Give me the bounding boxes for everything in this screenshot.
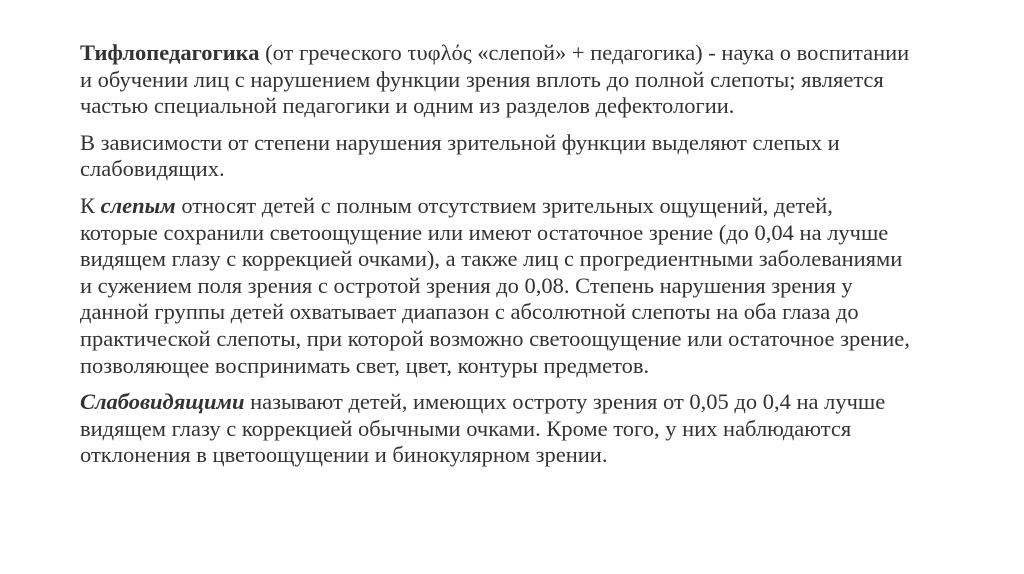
term-tiflopedagogika: Тифлопедагогика bbox=[80, 40, 260, 65]
slide-content bbox=[80, 40, 910, 479]
term-blind: слепым bbox=[100, 192, 176, 218]
paragraph-classification bbox=[80, 130, 910, 183]
low-vision-text: называют детей, имеющих остроту зрения от 0,05 до 0,4 на лучше видящем глазу с коррекцией обычными очками. Кроме того, у них наблюдаются отклонения в цветоощущении и бинокулярном зрении. bbox=[80, 389, 886, 468]
definition-text: (от греческого τυφλός «слепой» + педагогика) - наука о воспитании и обучении лиц с нарушением функции зрения вплоть до полной слепоты; является частью специальной педагогики и одним из разделов дефектологии. bbox=[80, 40, 910, 119]
paragraph-definition bbox=[80, 40, 910, 120]
blind-text: относят детей с полным отсутствием зрительных ощущений, детей, которые сохранили светоощущение или имеют остаточное зрение (до 0,04 на лучше видящем глазу с коррекцией очками), а также лиц с прогредиентными заболеваниями и сужением поля зрения с остротой зрения до 0,08. Степень нарушения зрения у данной группы детей охватывает диапазон с абсолютной слепоты на оба глаза до практической слепоты, при которой возможно светоощущение или остаточное зрение, позволяющее воспринимать свет, цвет, контуры предметов. bbox=[80, 192, 910, 378]
classification-text: В зависимости от степени нарушения зрительной функции выделяют слепых и слабовидящих. bbox=[80, 129, 840, 182]
term-low-vision: Слабовидящими bbox=[80, 389, 245, 415]
paragraph-blind bbox=[80, 193, 910, 379]
paragraph-low-vision bbox=[80, 389, 910, 469]
blind-prefix: К bbox=[80, 192, 101, 218]
